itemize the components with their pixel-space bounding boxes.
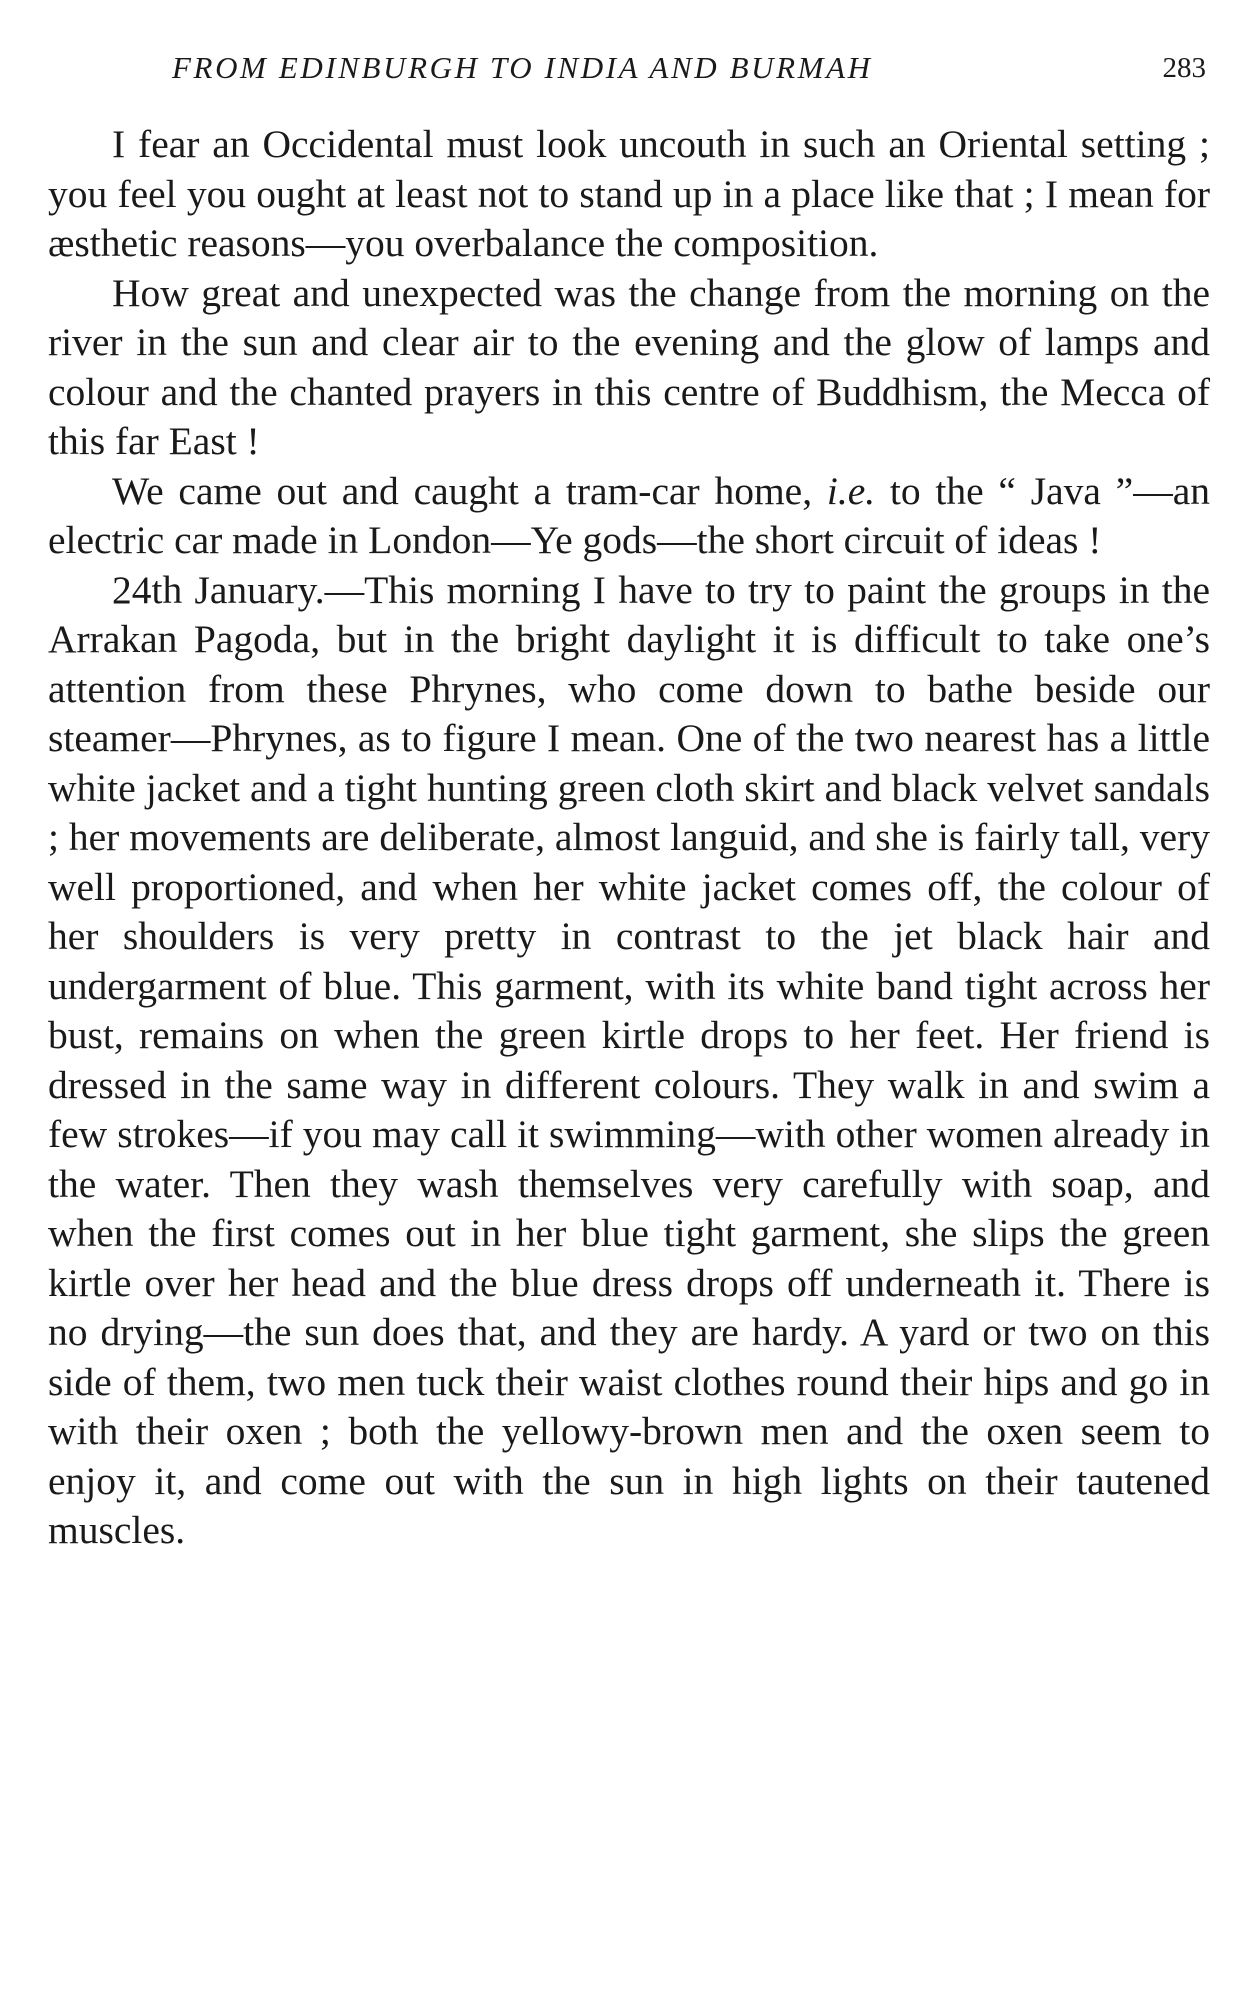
page-header (48, 50, 1210, 90)
paragraph-24th-january: 24th January.—This morning I have to try to paint the groups in the Arrakan Pagoda, but in the bright daylight it is difficult to take one’s attention from these Phrynes, who come down to bathe beside our steamer—Phrynes, as to figure I mean. One of the two nearest has a little white jacket and a tight hunting green cloth skirt and black velvet sandals ; her movements are deliberate, almost languid, and she is fairly tall, very well proportioned, and when her white jacket comes off, the colour of her shoulders is very pretty in contrast to the jet black hair and undergarment of blue. This garment, with its white band tight across her bust, remains on when the green kirtle drops to her feet. Her friend is dressed in the same way in different colours. They walk in and swim a few strokes—if you may call it swimming—with other women already in the water. Then they wash themselves very carefully with soap, and when the first comes out in her blue tight garment, she slips the green kirtle over her head and the blue dress drops off underneath it. There is no drying—the sun does that, and they are hardy. A yard or two on this side of them, two men tuck their waist clothes round their hips and go in with their oxen ; both the yellowy-brown men and the oxen seem to enjoy it, and come out with the sun in high lights on their tautened muscles. (48, 567, 1210, 1552)
page-number: 283 (1162, 52, 1206, 84)
paragraph-change: How great and unexpected was the change from the morning on the river in the sun and clear air to the evening and the glow of lamps and colour and the chanted prayers in this centre of Buddhism, the Mecca of this far East ! (48, 270, 1210, 463)
tram-car-text-start: We came out and caught a tram-car home, (112, 468, 827, 513)
tram-car-text-end: to the “ Java ”—an electric car made in London—Ye gods—the short circuit of ideas ! (48, 468, 1210, 562)
body-text (48, 120, 1210, 1556)
paragraph-tram-car (48, 467, 1210, 566)
running-title: FROM EDINBURGH TO INDIA AND BURMAH (172, 50, 873, 85)
ie-abbreviation: i.e. (826, 468, 876, 513)
paragraph-occidental: I fear an Occidental must look uncouth in such an Oriental setting ; you feel you ought at least not to stand up in a place like that ; I mean for æsthetic reasons—you overbalance the composition. (48, 122, 1210, 265)
